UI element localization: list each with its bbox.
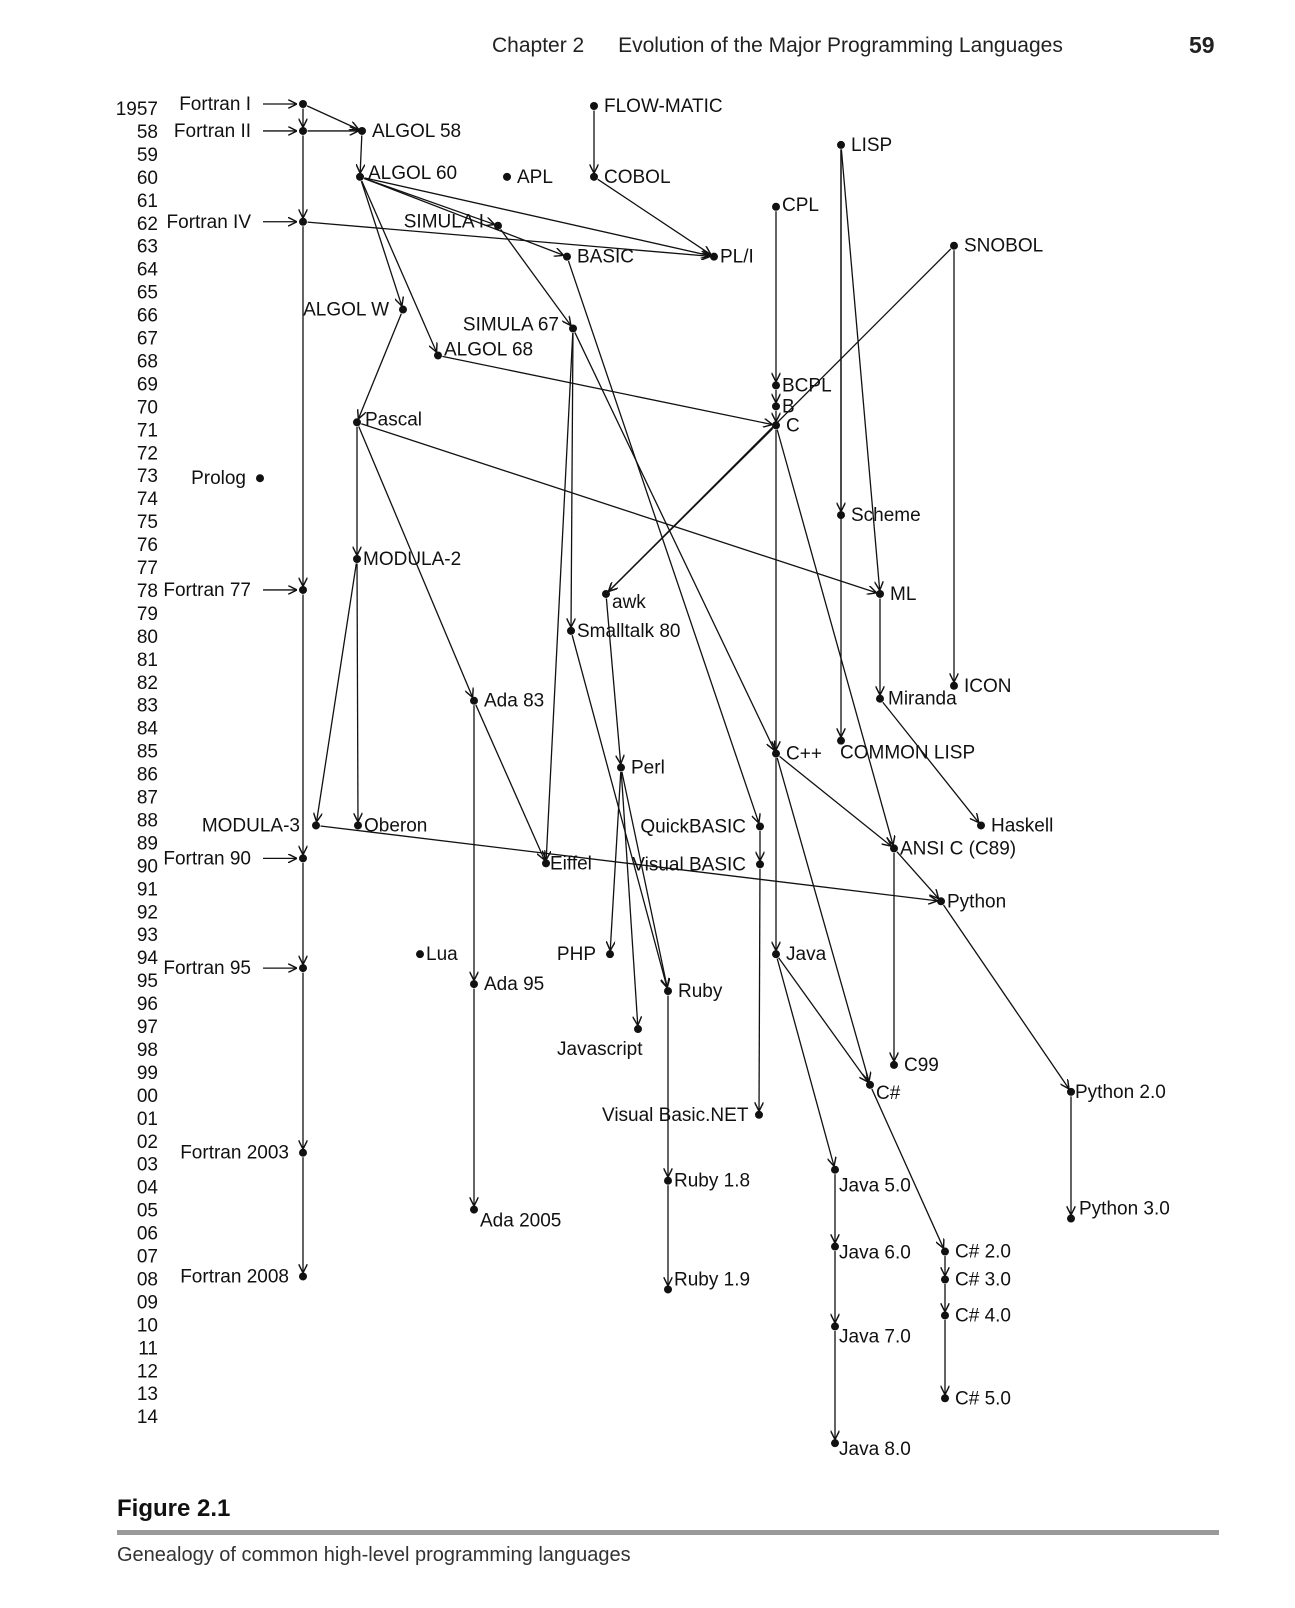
- label-fortran90: Fortran 90: [163, 848, 251, 870]
- label-haskell: Haskell: [991, 815, 1054, 837]
- node-csharp3: [941, 1276, 949, 1284]
- node-pl1: [710, 253, 718, 261]
- year-label: 66: [136, 305, 158, 327]
- figure-rule: [117, 1530, 1219, 1535]
- year-label: 04: [136, 1177, 158, 1199]
- year-label: 98: [136, 1039, 158, 1061]
- edge-java-java5: [777, 958, 834, 1165]
- year-label: 72: [136, 443, 158, 465]
- chapter-title: Evolution of the Major Programming Languages: [618, 34, 1063, 57]
- year-label: 96: [136, 994, 158, 1016]
- node-awk: [602, 590, 610, 598]
- edge-fortran1-algol58: [307, 106, 358, 129]
- node-c: [772, 421, 780, 429]
- node-modula2: [353, 555, 361, 563]
- year-label: 65: [136, 282, 158, 304]
- node-csharp4: [941, 1311, 949, 1319]
- edge-cpp-csharp: [777, 758, 869, 1081]
- year-axis: [116, 99, 159, 1428]
- label-bcpl: BCPL: [782, 375, 832, 397]
- year-label: 61: [136, 190, 158, 212]
- year-label: 79: [136, 603, 158, 625]
- edge-algol58-algol60: [360, 135, 362, 172]
- node-flowmatic: [590, 102, 598, 110]
- label-modula2: MODULA-2: [363, 549, 462, 570]
- label-quickbasic: QuickBASIC: [640, 816, 746, 838]
- node-python: [937, 897, 945, 905]
- label-javascript: Javascript: [557, 1039, 643, 1061]
- label-pl1: PL/I: [720, 246, 754, 268]
- node-vbnet: [755, 1111, 763, 1119]
- edge-simula67-cpp: [575, 333, 774, 750]
- year-label: 75: [136, 512, 158, 534]
- year-label: 71: [136, 420, 158, 442]
- label-awk: awk: [612, 591, 646, 613]
- label-ansic: ANSI C (C89): [900, 838, 1017, 860]
- label-java6: Java 6.0: [839, 1242, 911, 1264]
- edge-python-python2: [944, 905, 1069, 1088]
- label-visualbasic: Visual BASIC: [632, 854, 746, 876]
- node-cpp: [772, 750, 780, 758]
- label-eiffel: Eiffel: [550, 853, 592, 875]
- year-label: 09: [136, 1292, 158, 1314]
- edge-c-ansic: [777, 430, 893, 844]
- label-fortran95: Fortran 95: [163, 958, 251, 980]
- label-python3: Python 3.0: [1079, 1198, 1170, 1220]
- label-apl: APL: [517, 166, 553, 188]
- node-python3: [1067, 1215, 1075, 1223]
- label-algol68: ALGOL 68: [444, 339, 534, 361]
- year-label: 02: [136, 1131, 158, 1153]
- label-fortran2: Fortran II: [173, 120, 251, 142]
- year-label: 67: [136, 328, 158, 350]
- node-quickbasic: [756, 822, 764, 830]
- year-label: 91: [136, 879, 158, 901]
- year-label: 59: [136, 144, 158, 166]
- label-fortran2008: Fortran 2008: [180, 1266, 289, 1288]
- node-eiffel: [542, 859, 550, 867]
- year-label: 86: [136, 764, 158, 786]
- node-simula67: [569, 325, 577, 333]
- year-label: 12: [136, 1361, 158, 1383]
- node-b: [772, 402, 780, 410]
- label-perl: Perl: [631, 757, 665, 779]
- node-ruby: [664, 987, 672, 995]
- label-pascal: Pascal: [365, 409, 423, 431]
- year-label: 88: [136, 810, 158, 832]
- edge-algol60-algol68: [362, 181, 436, 351]
- year-label: 03: [136, 1154, 158, 1176]
- node-java8: [831, 1439, 839, 1447]
- edge-simula67-eiffel: [546, 333, 573, 859]
- label-ml: ML: [890, 583, 917, 605]
- node-java6: [831, 1243, 839, 1251]
- label-c99: C99: [904, 1054, 939, 1076]
- label-fortran4: Fortran IV: [166, 211, 251, 233]
- year-label: 74: [136, 489, 158, 511]
- node-ruby19: [664, 1285, 672, 1293]
- node-visualbasic: [756, 860, 764, 868]
- language-nodes: [163, 94, 1170, 1460]
- year-label: 85: [136, 741, 158, 763]
- node-c99: [890, 1061, 898, 1069]
- label-python: Python: [947, 891, 1007, 913]
- year-label: 68: [136, 351, 158, 373]
- label-ada2005: Ada 2005: [480, 1210, 562, 1232]
- edge-basic-quickbasic: [568, 261, 758, 822]
- node-fortran1: [299, 100, 307, 108]
- year-label: 10: [136, 1315, 158, 1337]
- node-ruby18: [664, 1177, 672, 1185]
- label-icon: ICON: [964, 675, 1012, 697]
- year-label: 64: [136, 259, 158, 281]
- year-label: 08: [136, 1269, 158, 1291]
- label-ada83: Ada 83: [484, 690, 545, 712]
- year-label: 99: [136, 1062, 158, 1084]
- year-label: 84: [136, 718, 158, 740]
- page-number: 59: [1189, 32, 1215, 58]
- label-fortran2003: Fortran 2003: [180, 1142, 289, 1164]
- year-label: 00: [136, 1085, 158, 1107]
- year-label: 77: [136, 558, 158, 579]
- node-csharp5: [941, 1394, 949, 1402]
- year-label: 83: [136, 695, 158, 717]
- node-fortran2: [299, 127, 307, 135]
- label-ada95: Ada 95: [484, 974, 545, 996]
- chapter-label: Chapter 2: [492, 34, 585, 57]
- node-lisp: [837, 141, 845, 149]
- node-snobol: [950, 242, 958, 250]
- year-label: 14: [136, 1407, 158, 1429]
- node-fortran77: [299, 586, 307, 594]
- year-label: 89: [136, 833, 158, 855]
- year-label: 01: [136, 1108, 158, 1130]
- label-php: PHP: [556, 944, 596, 966]
- label-csharp4: C# 4.0: [955, 1305, 1011, 1327]
- node-prolog: [256, 474, 264, 482]
- label-lisp: LISP: [851, 134, 893, 156]
- label-python2: Python 2.0: [1075, 1081, 1166, 1103]
- label-oberon: Oberon: [364, 815, 428, 837]
- label-commonlisp: COMMON LISP: [840, 742, 976, 764]
- node-cobol: [590, 173, 598, 181]
- edge-csharp-csharp2: [872, 1089, 943, 1247]
- year-label: 80: [136, 626, 158, 648]
- label-vbnet: Visual Basic.NET: [602, 1104, 749, 1126]
- edge-ada83-eiffel: [476, 705, 544, 859]
- node-miranda: [876, 695, 884, 703]
- node-oberon: [354, 821, 362, 829]
- year-label: 97: [136, 1017, 158, 1038]
- label-ruby: Ruby: [678, 981, 723, 1003]
- edge-algol68-c: [442, 356, 771, 424]
- year-label: 58: [136, 121, 158, 143]
- year-label: 62: [136, 213, 158, 235]
- figure-caption: Genealogy of common high-level programming languages: [117, 1544, 631, 1566]
- year-label: 81: [136, 649, 158, 671]
- year-label: 92: [136, 902, 158, 924]
- node-algol60: [356, 173, 364, 181]
- node-ada2005: [470, 1206, 478, 1214]
- label-java: Java: [786, 944, 827, 966]
- edge-cpp-ansic: [780, 756, 891, 845]
- year-label: 1957: [115, 99, 158, 120]
- edge-modula2-modula3: [317, 563, 357, 821]
- edge-visualbasic-vbnet: [759, 869, 760, 1110]
- node-pascal: [353, 418, 361, 426]
- node-ml: [876, 590, 884, 598]
- node-perl: [617, 764, 625, 772]
- node-scheme: [837, 511, 845, 519]
- year-label: 95: [136, 971, 158, 993]
- label-prolog: Prolog: [191, 468, 246, 490]
- year-label: 07: [136, 1246, 158, 1268]
- label-scheme: Scheme: [851, 505, 921, 527]
- node-fortran90: [299, 854, 307, 862]
- label-cobol: COBOL: [604, 166, 671, 188]
- node-apl: [503, 173, 511, 181]
- label-c: C: [786, 415, 800, 437]
- label-miranda: Miranda: [888, 688, 957, 710]
- year-label: 93: [136, 925, 158, 947]
- node-javascript: [634, 1025, 642, 1033]
- label-csharp3: C# 3.0: [955, 1269, 1011, 1291]
- node-fortran4: [299, 218, 307, 226]
- label-basic: BASIC: [577, 246, 635, 268]
- node-simula1: [494, 222, 502, 230]
- label-snobol: SNOBOL: [964, 235, 1044, 257]
- node-algol58: [358, 127, 366, 135]
- node-ansic: [890, 844, 898, 852]
- node-algol68: [434, 351, 442, 359]
- node-csharp: [866, 1081, 874, 1089]
- node-basic: [563, 253, 571, 261]
- edge-java-csharp: [779, 958, 868, 1081]
- label-flowmatic: FLOW-MATIC: [604, 96, 723, 117]
- node-cpl: [772, 203, 780, 211]
- figure-label: Figure 2.1: [117, 1495, 231, 1522]
- year-label: 73: [136, 466, 158, 488]
- label-simula67: SIMULA 67: [462, 314, 559, 336]
- year-label: 63: [136, 236, 158, 258]
- label-ruby18: Ruby 1.8: [674, 1170, 751, 1192]
- year-label: 60: [136, 167, 158, 189]
- year-label: 05: [136, 1200, 158, 1222]
- node-haskell: [977, 821, 985, 829]
- label-algolw: ALGOL W: [303, 299, 389, 321]
- label-cpl: CPL: [782, 194, 819, 216]
- node-bcpl: [772, 381, 780, 389]
- label-fortran77: Fortran 77: [163, 579, 251, 601]
- label-java5: Java 5.0: [839, 1175, 911, 1197]
- edge-algolw-pascal: [359, 314, 402, 418]
- year-label: 70: [136, 397, 158, 419]
- year-label: 69: [136, 374, 158, 396]
- node-ada83: [470, 697, 478, 705]
- year-label: 90: [136, 856, 158, 878]
- label-simula1: SIMULA I: [403, 211, 484, 233]
- node-java: [772, 950, 780, 958]
- node-fortran2003: [299, 1149, 307, 1157]
- label-csharp: C#: [876, 1082, 901, 1104]
- node-php: [606, 950, 614, 958]
- label-lua: Lua: [426, 944, 458, 966]
- node-lua: [416, 950, 424, 958]
- year-label: 13: [136, 1384, 158, 1406]
- node-csharp2: [941, 1248, 949, 1256]
- year-label: 78: [136, 580, 158, 602]
- label-csharp5: C# 5.0: [955, 1388, 1011, 1410]
- label-smalltalk80: Smalltalk 80: [577, 620, 681, 642]
- node-algolw: [399, 306, 407, 314]
- edge-simula67-smalltalk80: [571, 333, 573, 626]
- label-java7: Java 7.0: [839, 1326, 911, 1348]
- label-b: B: [782, 396, 795, 418]
- label-csharp2: C# 2.0: [955, 1241, 1011, 1263]
- edge-smalltalk80-ruby: [572, 635, 667, 987]
- year-label: 76: [136, 535, 158, 557]
- year-label: 82: [136, 672, 158, 694]
- label-ruby19: Ruby 1.9: [674, 1269, 751, 1291]
- node-python2: [1067, 1088, 1075, 1096]
- node-smalltalk80: [567, 627, 575, 635]
- node-fortran2008: [299, 1272, 307, 1280]
- node-ada95: [470, 980, 478, 988]
- label-java8: Java 8.0: [839, 1439, 911, 1461]
- node-modula3: [312, 821, 320, 829]
- label-algol60: ALGOL 60: [368, 162, 458, 184]
- year-label: 94: [136, 948, 158, 970]
- node-java7: [831, 1322, 839, 1330]
- year-label: 11: [138, 1338, 158, 1360]
- label-algol58: ALGOL 58: [372, 120, 462, 142]
- node-fortran95: [299, 964, 307, 972]
- edge-modula2-oberon: [357, 563, 358, 820]
- year-label: 06: [136, 1223, 158, 1245]
- label-cpp: C++: [786, 743, 822, 765]
- edge-algol60-algolw: [361, 181, 401, 305]
- label-modula3: MODULA-3: [201, 815, 300, 837]
- label-fortran1: Fortran I: [179, 94, 251, 115]
- node-java5: [831, 1166, 839, 1174]
- year-label: 87: [136, 787, 158, 809]
